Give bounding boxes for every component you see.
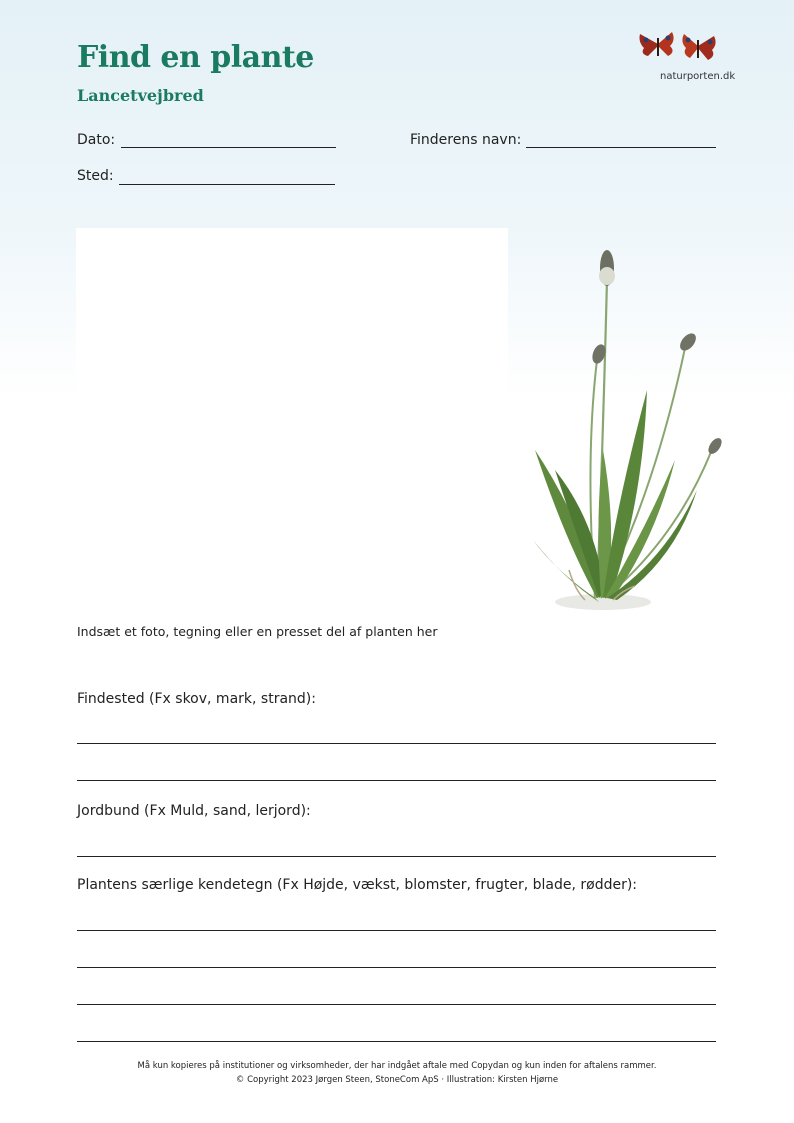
copyright-notice: Må kun kopieres på institutioner og virksomheder, der har indgået aftale med Copydan og kun inden for aftalens rammer. xyxy=(137,1061,657,1071)
place-field[interactable] xyxy=(119,184,335,185)
page-subtitle: Lancetvejbred xyxy=(77,86,204,105)
finder-label: Finderens navn: xyxy=(410,132,522,148)
ribwort-plantain-illustration xyxy=(525,240,735,620)
page-title: Find en plante xyxy=(77,40,314,75)
butterfly-left xyxy=(640,32,674,56)
features-label: Plantens særlige kendetegn (Fx Højde, vækst, blomster, frugter, blade, rødder): xyxy=(77,877,638,893)
date-field[interactable] xyxy=(121,147,336,148)
soil-label: Jordbund (Fx Muld, sand, lerjord): xyxy=(77,803,311,819)
location-line-1[interactable] xyxy=(77,743,716,744)
soil-line-1[interactable] xyxy=(77,856,716,857)
features-line-3[interactable] xyxy=(77,1004,716,1005)
finder-name-field[interactable] xyxy=(526,147,716,148)
features-line-1[interactable] xyxy=(77,930,716,931)
copyright-credits: © Copyright 2023 Jørgen Steen, StoneCom ApS · Illustration: Kirsten Hjørne xyxy=(235,1075,559,1085)
place-label: Sted: xyxy=(77,168,114,184)
photo-insert-area[interactable] xyxy=(76,228,508,618)
butterfly-right xyxy=(682,34,715,60)
photo-caption: Indsæt et foto, tegning eller en presset del af planten her xyxy=(77,624,438,639)
site-name: naturporten.dk xyxy=(660,71,736,82)
date-label: Dato: xyxy=(77,132,116,148)
features-line-4[interactable] xyxy=(77,1041,716,1042)
location-line-2[interactable] xyxy=(77,780,716,781)
butterfly-icon xyxy=(636,26,720,66)
location-label: Findested (Fx skov, mark, strand): xyxy=(77,691,316,707)
features-line-2[interactable] xyxy=(77,967,716,968)
